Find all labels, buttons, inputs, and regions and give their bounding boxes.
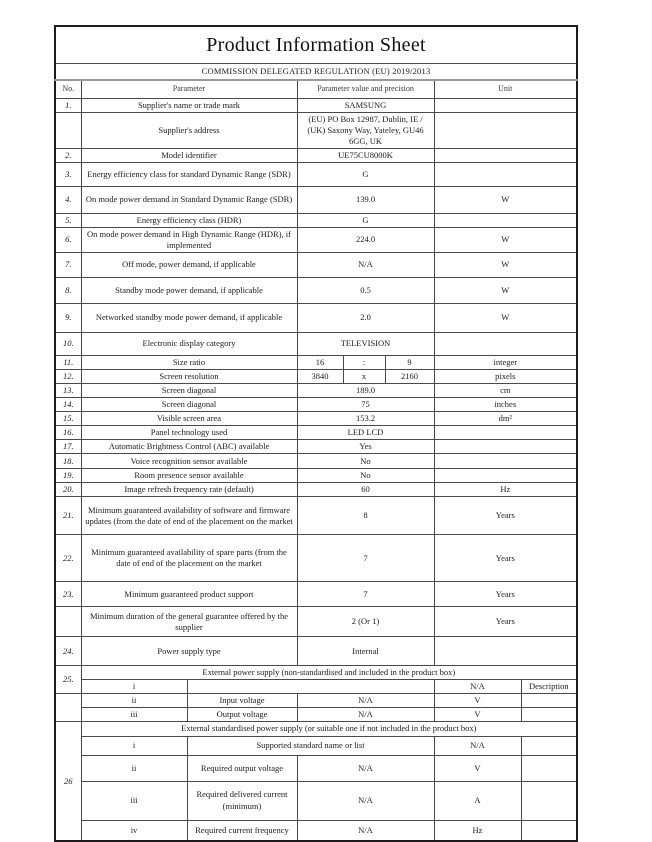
parameter-cell: Required output voltage <box>187 755 297 781</box>
column-header-unit: Unit <box>434 80 577 98</box>
no-cell: 3. <box>55 162 81 186</box>
column-header-no: No. <box>55 80 81 98</box>
parameter-cell: Automatic Brightness Control (ABC) available <box>81 440 297 454</box>
table-row <box>55 483 577 497</box>
value-cell: (EU) PO Box 12987, Dublin, IE / (UK) Saxony Way, Yateley, GU46 6GG, UK <box>297 112 434 148</box>
unit-cell <box>434 148 577 162</box>
table-row <box>55 736 577 755</box>
parameter-cell: Energy efficiency class for standard Dynamic Range (SDR) <box>81 162 297 186</box>
unit-cell: W <box>434 252 577 277</box>
value-cell: 8 <box>297 497 434 535</box>
unit-cell <box>434 332 577 355</box>
table-row <box>55 227 577 252</box>
value-part-cell: 16 <box>297 355 343 369</box>
no-cell <box>55 112 81 148</box>
sub-index-cell: ii <box>81 694 187 708</box>
unit-cell: Years <box>434 535 577 582</box>
sub-index-cell: ii <box>81 755 187 781</box>
no-cell: 16. <box>55 426 81 440</box>
parameter-cell: Networked standby mode power demand, if applicable <box>81 303 297 332</box>
value-cell: 224.0 <box>297 227 434 252</box>
unit-cell <box>434 440 577 454</box>
table-row <box>55 98 577 112</box>
value-cell: 7 <box>297 582 434 607</box>
parameter-cell: Supplier's address <box>81 112 297 148</box>
value-part-cell: : <box>343 355 385 369</box>
no-cell: 11. <box>55 355 81 369</box>
unit-cell: Years <box>434 582 577 607</box>
value-cell: 2.0 <box>297 303 434 332</box>
table-row <box>55 162 577 186</box>
parameter-cell: Standby mode power demand, if applicable <box>81 277 297 303</box>
table-row <box>55 426 577 440</box>
unit-cell: Years <box>434 607 577 637</box>
description-cell <box>521 708 577 722</box>
section-header-cell: External power supply (non-standardised and included in the product box) <box>81 666 577 680</box>
product-info-table <box>54 25 578 842</box>
no-cell: 10. <box>55 332 81 355</box>
no-cell: 9. <box>55 303 81 332</box>
parameter-cell: Required delivered current (minimum) <box>187 781 297 820</box>
description-cell <box>521 694 577 708</box>
no-cell: 7. <box>55 252 81 277</box>
parameter-cell: Minimum guaranteed product support <box>81 582 297 607</box>
value-cell: No <box>297 454 434 469</box>
sub-index-cell: iv <box>81 820 187 841</box>
no-cell: 26 <box>55 722 81 841</box>
sub-index-cell: iii <box>81 781 187 820</box>
no-cell: 22. <box>55 535 81 582</box>
table-row <box>55 755 577 781</box>
description-cell <box>521 781 577 820</box>
value-cell: 153.2 <box>297 412 434 426</box>
sub-index-cell: i <box>81 680 187 694</box>
table-row <box>55 440 577 454</box>
value-cell: 139.0 <box>297 186 434 213</box>
sub-index-cell: i <box>81 736 187 755</box>
section-header-cell: External standardised power supply (or suitable one if not included in the product box) <box>81 722 577 736</box>
table-row <box>55 398 577 412</box>
value-cell: N/A <box>297 781 434 820</box>
no-cell <box>55 607 81 637</box>
product-information-sheet <box>54 25 578 842</box>
unit-cell <box>434 112 577 148</box>
section-26-header-row <box>55 722 577 736</box>
table-row <box>55 213 577 227</box>
table-row <box>55 112 577 148</box>
subtitle-row <box>55 63 577 80</box>
parameter-cell <box>187 680 434 694</box>
table-row <box>55 454 577 469</box>
column-header-row <box>55 80 577 98</box>
parameter-cell: Energy efficiency class (HDR) <box>81 213 297 227</box>
table-row <box>55 708 577 722</box>
unit-cell: Hz <box>434 820 521 841</box>
unit-cell: integer <box>434 355 577 369</box>
value-part-cell: 2160 <box>385 369 434 383</box>
no-cell <box>55 694 81 722</box>
parameter-cell: On mode power demand in Standard Dynamic Range (SDR) <box>81 186 297 213</box>
table-row <box>55 332 577 355</box>
regulation-subtitle: COMMISSION DELEGATED REGULATION (EU) 2019/2013 <box>55 63 577 80</box>
description-cell: Description <box>521 680 577 694</box>
parameter-cell: Minimum duration of the general guarantee offered by the supplier <box>81 607 297 637</box>
value-cell: UE75CU8000K <box>297 148 434 162</box>
description-cell <box>521 755 577 781</box>
no-cell: 14. <box>55 398 81 412</box>
parameter-cell: Output voltage <box>187 708 297 722</box>
unit-cell: Hz <box>434 483 577 497</box>
table-row <box>55 637 577 666</box>
no-cell: 2. <box>55 148 81 162</box>
value-cell: N/A <box>297 820 434 841</box>
table-row <box>55 303 577 332</box>
description-cell <box>521 820 577 841</box>
table-row <box>55 412 577 426</box>
value-part-cell: x <box>343 369 385 383</box>
parameter-cell: Off mode, power demand, if applicable <box>81 252 297 277</box>
unit-cell: N/A <box>434 736 521 755</box>
table-row <box>55 369 577 383</box>
unit-cell: V <box>434 694 521 708</box>
no-cell: 15. <box>55 412 81 426</box>
no-cell: 25. <box>55 666 81 694</box>
unit-cell: inches <box>434 398 577 412</box>
description-cell <box>521 736 577 755</box>
table-row <box>55 148 577 162</box>
table-row <box>55 694 577 708</box>
value-cell: 189.0 <box>297 383 434 397</box>
parameter-cell: Power supply type <box>81 637 297 666</box>
table-row <box>55 781 577 820</box>
no-cell: 17. <box>55 440 81 454</box>
parameter-cell: Required current frequency <box>187 820 297 841</box>
parameter-cell: Supported standard name or list <box>187 736 434 755</box>
no-cell: 4. <box>55 186 81 213</box>
value-cell: LED LCD <box>297 426 434 440</box>
value-cell: No <box>297 469 434 483</box>
no-cell: 20. <box>55 483 81 497</box>
parameter-cell: Screen diagonal <box>81 398 297 412</box>
value-cell: Yes <box>297 440 434 454</box>
table-row <box>55 497 577 535</box>
unit-cell: N/A <box>434 680 521 694</box>
parameter-cell: Image refresh frequency rate (default) <box>81 483 297 497</box>
value-cell: TELEVISION <box>297 332 434 355</box>
unit-cell: V <box>434 755 521 781</box>
parameter-cell: Minimum guaranteed availability of spare parts (from the date of end of the placement on the market <box>81 535 297 582</box>
unit-cell: A <box>434 781 521 820</box>
value-part-cell: 3840 <box>297 369 343 383</box>
no-cell: 1. <box>55 98 81 112</box>
no-cell: 24. <box>55 637 81 666</box>
table-row <box>55 186 577 213</box>
parameter-cell: Screen resolution <box>81 369 297 383</box>
unit-cell: pixels <box>434 369 577 383</box>
parameter-cell: Screen diagonal <box>81 383 297 397</box>
parameter-cell: Input voltage <box>187 694 297 708</box>
unit-cell <box>434 637 577 666</box>
no-cell: 13. <box>55 383 81 397</box>
parameter-cell: Panel technology used <box>81 426 297 440</box>
unit-cell <box>434 213 577 227</box>
value-cell: N/A <box>297 252 434 277</box>
table-row <box>55 535 577 582</box>
sub-index-cell: iii <box>81 708 187 722</box>
value-cell: Internal <box>297 637 434 666</box>
no-cell: 18. <box>55 454 81 469</box>
page-title: Product Information Sheet <box>55 26 577 63</box>
unit-cell: cm <box>434 383 577 397</box>
no-cell: 21. <box>55 497 81 535</box>
unit-cell: W <box>434 186 577 213</box>
no-cell: 5. <box>55 213 81 227</box>
value-cell: SAMSUNG <box>297 98 434 112</box>
unit-cell <box>434 162 577 186</box>
parameter-cell: Supplier's name or trade mark <box>81 98 297 112</box>
unit-cell <box>434 469 577 483</box>
value-cell: 75 <box>297 398 434 412</box>
title-row <box>55 26 577 63</box>
table-row <box>55 355 577 369</box>
value-cell: N/A <box>297 694 434 708</box>
no-cell: 8. <box>55 277 81 303</box>
parameter-cell: Size ratio <box>81 355 297 369</box>
value-cell: 0.5 <box>297 277 434 303</box>
column-header-value: Parameter value and precision <box>297 80 434 98</box>
unit-cell: W <box>434 227 577 252</box>
value-cell: 2 (Or 1) <box>297 607 434 637</box>
unit-cell: W <box>434 303 577 332</box>
column-header-parameter: Parameter <box>81 80 297 98</box>
parameter-cell: Voice recognition sensor available <box>81 454 297 469</box>
parameter-cell: Visible screen area <box>81 412 297 426</box>
unit-cell: W <box>434 277 577 303</box>
section-25-header-row <box>55 666 577 680</box>
parameter-cell: Electronic display category <box>81 332 297 355</box>
unit-cell: V <box>434 708 521 722</box>
table-row <box>55 469 577 483</box>
no-cell: 19. <box>55 469 81 483</box>
table-row <box>55 820 577 841</box>
parameter-cell: On mode power demand in High Dynamic Range (HDR), if implemented <box>81 227 297 252</box>
unit-cell: dm² <box>434 412 577 426</box>
no-cell: 23. <box>55 582 81 607</box>
unit-cell <box>434 454 577 469</box>
parameter-cell: Minimum guaranteed availability of software and firmware updates (from the date of end of the placement on the market <box>81 497 297 535</box>
no-cell: 12. <box>55 369 81 383</box>
table-row <box>55 383 577 397</box>
value-cell: 7 <box>297 535 434 582</box>
table-row <box>55 252 577 277</box>
unit-cell <box>434 98 577 112</box>
value-cell: 60 <box>297 483 434 497</box>
table-row <box>55 607 577 637</box>
unit-cell <box>434 426 577 440</box>
value-cell: G <box>297 213 434 227</box>
table-row <box>55 680 577 694</box>
value-cell: N/A <box>297 708 434 722</box>
value-part-cell: 9 <box>385 355 434 369</box>
unit-cell: Years <box>434 497 577 535</box>
table-row <box>55 277 577 303</box>
table-row <box>55 582 577 607</box>
no-cell: 6. <box>55 227 81 252</box>
parameter-cell: Model identifier <box>81 148 297 162</box>
value-cell: G <box>297 162 434 186</box>
value-cell: N/A <box>297 755 434 781</box>
parameter-cell: Room presence sensor available <box>81 469 297 483</box>
